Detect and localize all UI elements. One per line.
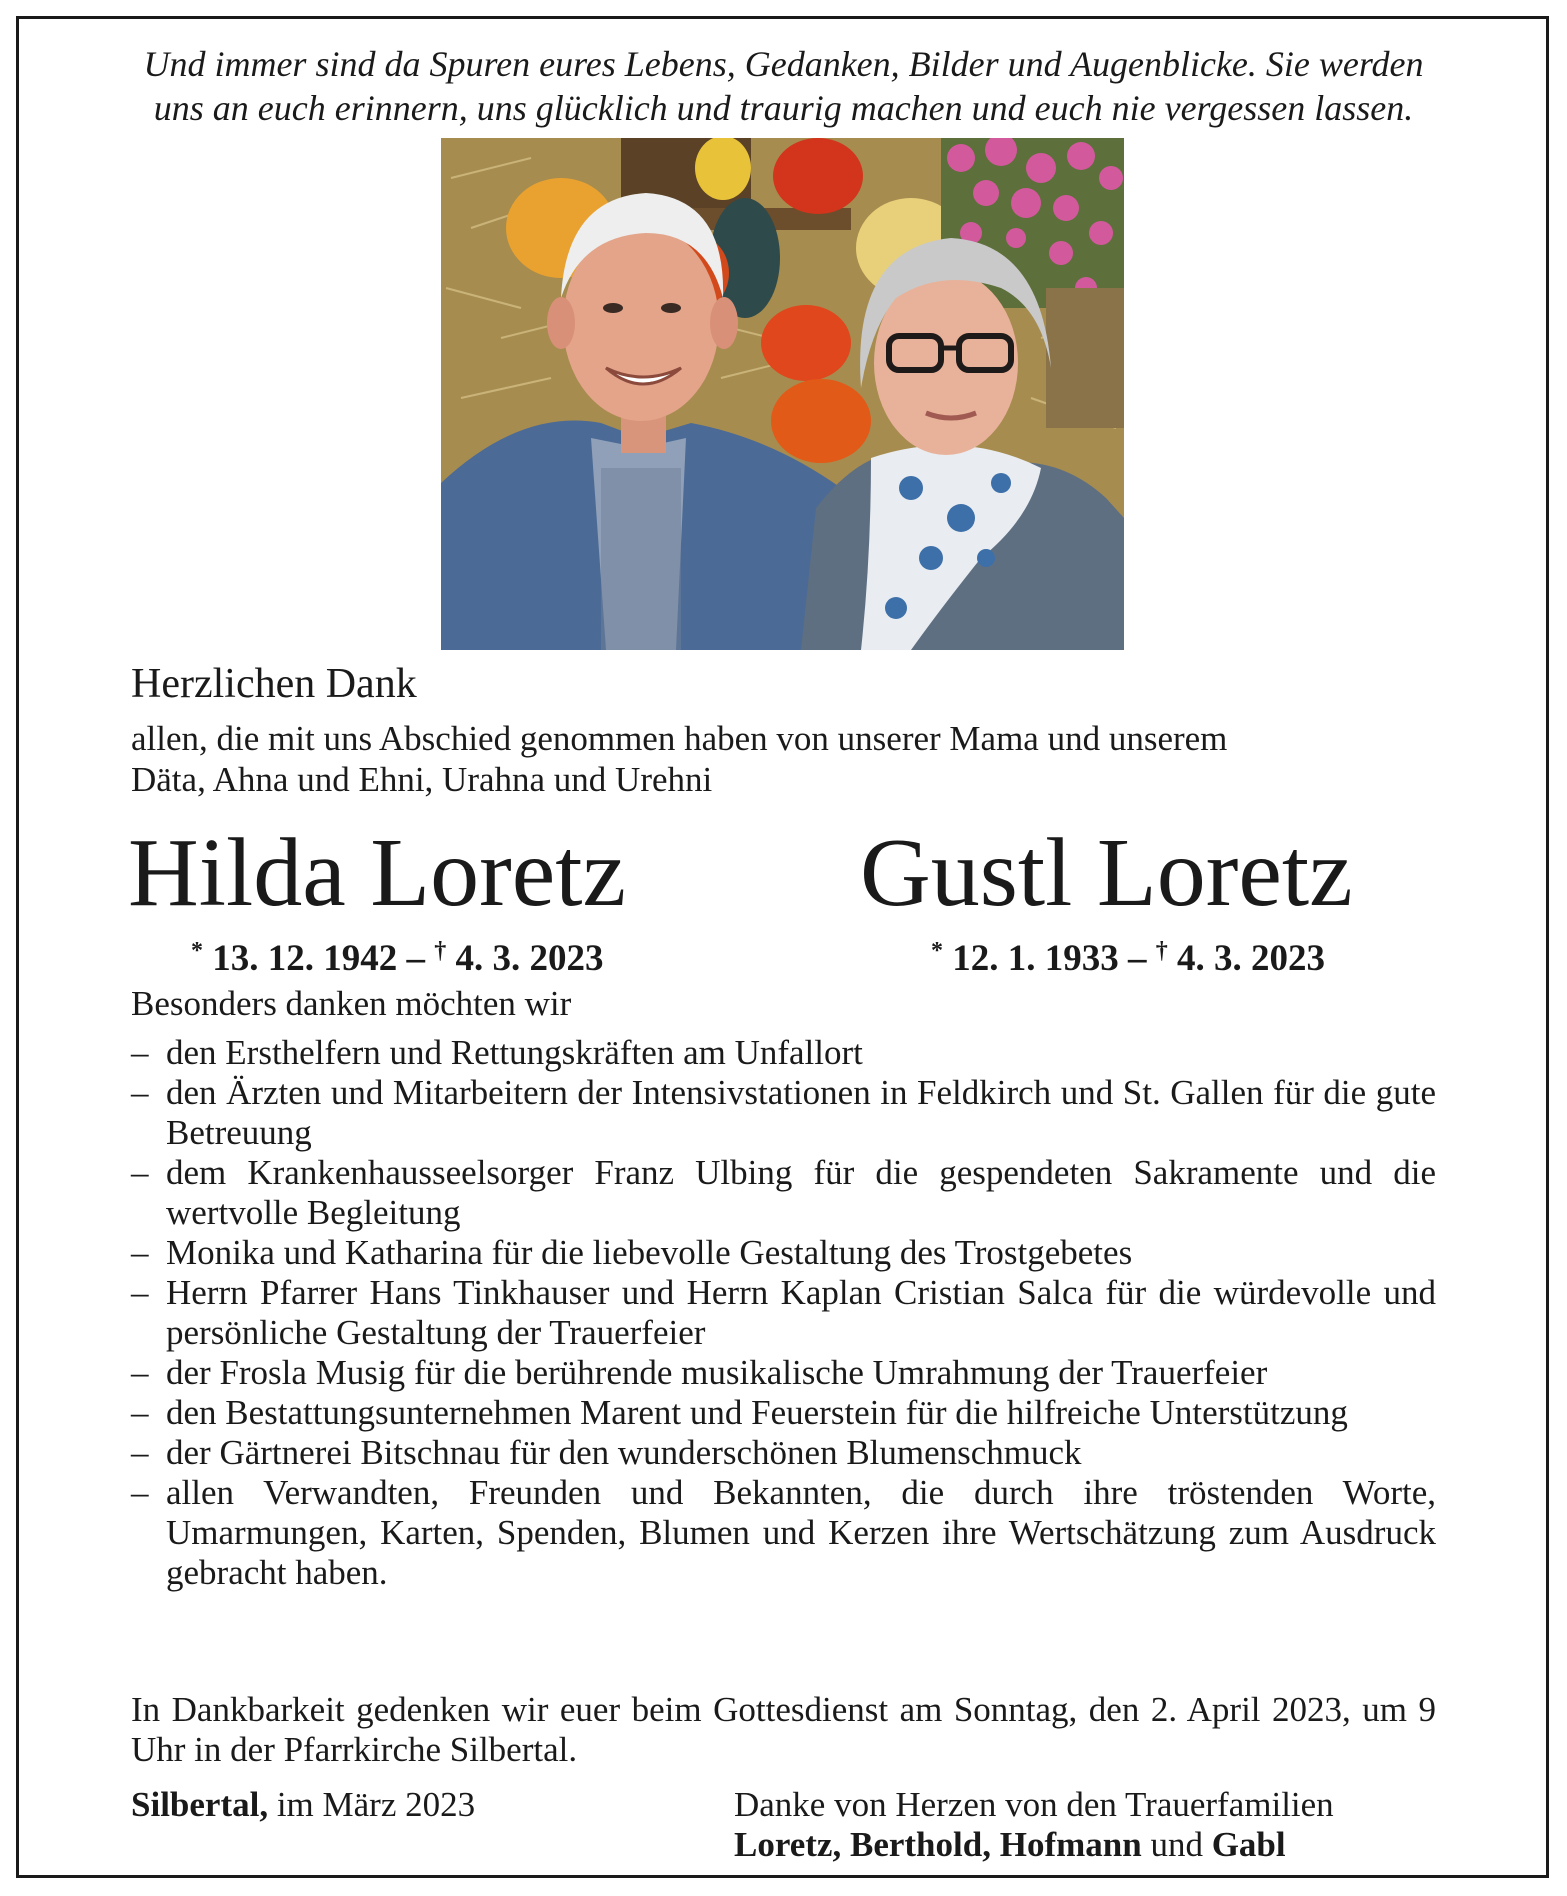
quote-line: uns an euch erinnern, uns glücklich und traurig machen und euch nie vergessen lassen. [153, 88, 1414, 128]
birth-date: 12. 1. 1933 [952, 938, 1119, 979]
death-symbol: † [1155, 938, 1168, 964]
list-item: – dem Krankenhausseelsorger Franz Ulbing für die gespendeten Sakramente und die wertvolle Begleitung [131, 1153, 1436, 1233]
list-item: – der Gärtnerei Bitschnau für den wunderschönen Blumenschmuck [131, 1433, 1436, 1473]
place-month: im März 2023 [268, 1785, 476, 1824]
death-date: 4. 3. 2023 [1177, 938, 1325, 979]
place-town: Silbertal, [131, 1785, 269, 1824]
quote-line: Und immer sind da Spuren eures Lebens, Gedanken, Bilder und Augenblicke. Sie werden [143, 44, 1424, 84]
special-thanks-heading: Besonders danken möchten wir [131, 984, 572, 1023]
list-item: – den Ärzten und Mitarbeitern der Intensivstationen in Feldkirch und St. Gallen für die gute Betreuung [131, 1073, 1436, 1153]
birth-symbol: * [931, 938, 943, 964]
deceased-name-hilda: Hilda Loretz [128, 819, 626, 927]
list-item: – allen Verwandten, Freunden und Bekannten, die durch ihre tröstenden Worte, Umarmungen, Karten, Spenden, Blumen und Kerzen ihre Wertschätzung zum Ausdruck gebracht haben. [131, 1473, 1436, 1593]
death-date: 4. 3. 2023 [455, 938, 604, 979]
death-symbol: † [434, 938, 447, 964]
birth-symbol: * [191, 938, 203, 964]
signature-line: Danke von Herzen von den Trauerfamilien [734, 1785, 1334, 1824]
date-separator: – [397, 938, 435, 979]
life-dates-gustl [931, 928, 1325, 982]
intro-text [131, 718, 1441, 800]
list-item: – den Bestattungsunternehmen Marent und Feuerstein für die hilfreiche Unterstützung [131, 1393, 1436, 1433]
life-dates-hilda [191, 928, 604, 982]
thanks-heading: Herzlichen Dank [131, 661, 417, 707]
service-announcement: In Dankbarkeit gedenken wir euer beim Gottesdienst am Sonntag, den 2. April 2023, um 9 Uhr in der Pfarrkirche Silbertal. [131, 1690, 1436, 1769]
list-item: – der Frosla Musig für die berührende musikalische Umrahmung der Trauerfeier [131, 1353, 1436, 1393]
family-name: Berthold, [849, 1825, 991, 1864]
intro-line: allen, die mit uns Abschied genommen haben von unserer Mama und unserem [131, 719, 1228, 758]
family-name: Loretz, [734, 1825, 842, 1864]
epitaph-quote [60, 42, 1507, 130]
list-item: – Monika und Katharina für die liebevolle Gestaltung des Trostgebetes [131, 1233, 1436, 1273]
birth-date: 13. 12. 1942 [212, 938, 398, 979]
family-name: Gabl [1211, 1825, 1286, 1864]
list-item: – den Ersthelfern und Rettungskräften am Unfallort [131, 1033, 1436, 1073]
family-name: Hofmann [999, 1825, 1142, 1864]
intro-line: Däta, Ahna und Ehni, Urahna und Urehni [131, 760, 713, 799]
list-item: – Herrn Pfarrer Hans Tinkhauser und Herrn Kaplan Cristian Salca für die würdevolle und persönliche Gestaltung der Trauerfeier [131, 1273, 1436, 1353]
couple-photo [441, 138, 1124, 650]
place-date [131, 1785, 475, 1825]
family-joiner: und [1141, 1825, 1212, 1864]
thanks-list [131, 1033, 1436, 1593]
family-names [734, 1825, 1436, 1865]
family-signature [734, 1785, 1436, 1865]
date-separator: – [1118, 938, 1156, 979]
deceased-name-gustl: Gustl Loretz [860, 819, 1353, 927]
